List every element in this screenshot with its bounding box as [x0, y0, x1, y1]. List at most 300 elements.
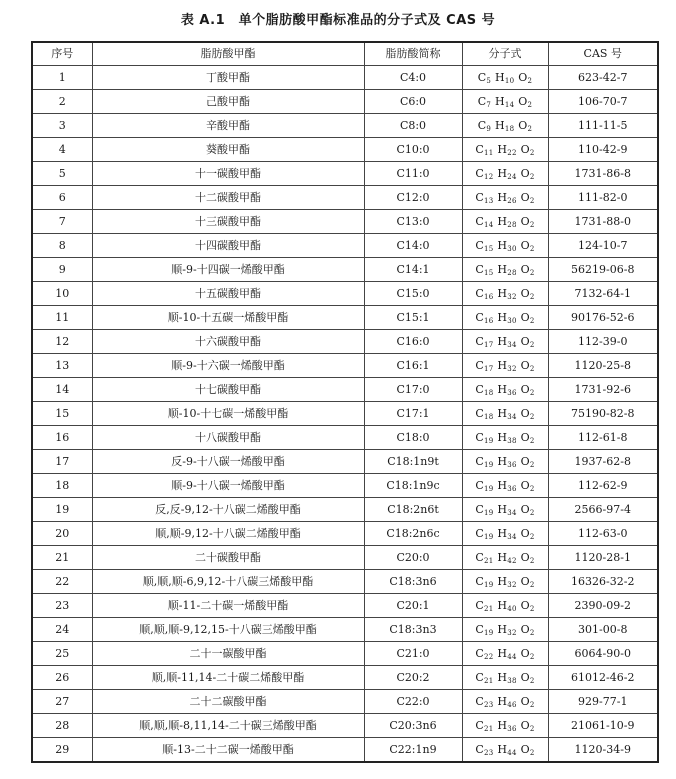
table-row	[32, 330, 658, 354]
row-cas: 1937-62-8	[548, 450, 658, 474]
row-formula	[462, 378, 548, 402]
row-index: 14	[32, 378, 92, 402]
formula-element: H	[497, 694, 508, 708]
row-abbreviation: C20:1	[364, 594, 462, 618]
table-row	[32, 162, 658, 186]
row-index: 1	[32, 66, 92, 90]
formula-count: 17	[484, 340, 494, 349]
table-row	[32, 210, 658, 234]
table-row	[32, 522, 658, 546]
formula-element: O	[520, 238, 530, 252]
row-formula	[462, 114, 548, 138]
row-index: 19	[32, 498, 92, 522]
header-abbreviation: 脂肪酸简称	[364, 42, 462, 66]
row-abbreviation: C12:0	[364, 186, 462, 210]
formula-element: C	[475, 310, 485, 324]
formula-element: C	[475, 526, 485, 540]
row-abbreviation: C13:0	[364, 210, 462, 234]
formula-element: O	[520, 334, 530, 348]
header-ester-name: 脂肪酸甲酯	[92, 42, 364, 66]
formula-count: 11	[484, 148, 494, 157]
row-ester-name: 十四碳酸甲酯	[92, 234, 364, 258]
formula-count: 2	[529, 220, 535, 229]
table-row	[32, 282, 658, 306]
row-ester-name: 葵酸甲酯	[92, 138, 364, 162]
formula-element: C	[475, 718, 485, 732]
formula-element: C	[475, 622, 485, 636]
fame-table	[31, 41, 659, 763]
formula-count: 46	[507, 700, 517, 709]
formula-element: H	[497, 598, 508, 612]
row-index: 26	[32, 666, 92, 690]
formula-element: O	[520, 262, 530, 276]
row-cas: 6064-90-0	[548, 642, 658, 666]
formula-element: C	[475, 670, 485, 684]
formula-element: C	[475, 382, 485, 396]
formula-element: C	[475, 406, 485, 420]
row-abbreviation: C6:0	[364, 90, 462, 114]
row-index: 4	[32, 138, 92, 162]
formula-element: O	[520, 550, 530, 564]
row-index: 11	[32, 306, 92, 330]
formula-count: 22	[507, 148, 517, 157]
formula-element: C	[475, 598, 485, 612]
formula-count: 2	[529, 700, 535, 709]
row-cas: 2390-09-2	[548, 594, 658, 618]
row-ester-name: 十二碳酸甲酯	[92, 186, 364, 210]
formula-count: 22	[484, 652, 494, 661]
formula-element: H	[497, 502, 508, 516]
formula-element: O	[520, 358, 530, 372]
table-row	[32, 546, 658, 570]
row-cas: 124-10-7	[548, 234, 658, 258]
formula-count: 30	[507, 316, 517, 325]
formula-count: 2	[529, 316, 535, 325]
formula-count: 42	[507, 556, 517, 565]
formula-element: H	[497, 334, 508, 348]
formula-count: 15	[484, 244, 494, 253]
formula-count: 19	[484, 436, 494, 445]
row-formula	[462, 138, 548, 162]
formula-element: O	[520, 214, 530, 228]
row-ester-name: 顺-11-二十碳一烯酸甲酯	[92, 594, 364, 618]
formula-count: 16	[484, 316, 494, 325]
formula-element: H	[497, 406, 508, 420]
row-index: 16	[32, 426, 92, 450]
formula-element: H	[497, 430, 508, 444]
formula-count: 36	[507, 484, 517, 493]
formula-element: C	[475, 262, 485, 276]
row-index: 18	[32, 474, 92, 498]
formula-count: 2	[529, 412, 535, 421]
formula-count: 17	[484, 364, 494, 373]
formula-count: 26	[507, 196, 517, 205]
row-formula	[462, 450, 548, 474]
formula-element: H	[497, 310, 508, 324]
formula-count: 2	[529, 724, 535, 733]
formula-element: C	[475, 502, 485, 516]
row-formula	[462, 258, 548, 282]
formula-count: 2	[529, 172, 535, 181]
row-abbreviation: C18:2n6c	[364, 522, 462, 546]
row-abbreviation: C18:1n9c	[364, 474, 462, 498]
row-ester-name: 十七碳酸甲酯	[92, 378, 364, 402]
row-ester-name: 顺-13-二十二碳一烯酸甲酯	[92, 738, 364, 763]
row-index: 27	[32, 690, 92, 714]
row-abbreviation: C18:3n6	[364, 570, 462, 594]
formula-count: 13	[484, 196, 494, 205]
formula-count: 18	[484, 412, 494, 421]
header-index: 序号	[32, 42, 92, 66]
row-formula	[462, 90, 548, 114]
row-index: 5	[32, 162, 92, 186]
row-ester-name: 顺,顺,顺-6,9,12-十八碳三烯酸甲酯	[92, 570, 364, 594]
row-abbreviation: C20:0	[364, 546, 462, 570]
table-row	[32, 306, 658, 330]
row-index: 10	[32, 282, 92, 306]
formula-count: 24	[507, 172, 517, 181]
formula-count: 2	[529, 268, 535, 277]
formula-element: H	[497, 190, 508, 204]
table-row	[32, 258, 658, 282]
formula-count: 19	[484, 460, 494, 469]
row-cas: 112-62-9	[548, 474, 658, 498]
row-abbreviation: C11:0	[364, 162, 462, 186]
formula-element: H	[497, 526, 508, 540]
formula-element: H	[497, 358, 508, 372]
formula-count: 19	[484, 628, 494, 637]
row-cas: 61012-46-2	[548, 666, 658, 690]
formula-element: H	[497, 286, 508, 300]
formula-element: H	[494, 70, 505, 84]
row-formula	[462, 354, 548, 378]
row-abbreviation: C21:0	[364, 642, 462, 666]
table-row	[32, 714, 658, 738]
formula-element: C	[475, 478, 485, 492]
row-cas: 111-82-0	[548, 186, 658, 210]
formula-element: H	[497, 382, 508, 396]
formula-count: 44	[507, 748, 517, 757]
formula-element: O	[520, 430, 530, 444]
formula-element: H	[497, 670, 508, 684]
formula-count: 38	[507, 436, 517, 445]
row-formula	[462, 162, 548, 186]
row-formula	[462, 210, 548, 234]
formula-element: C	[475, 430, 485, 444]
formula-count: 2	[529, 676, 535, 685]
row-formula	[462, 330, 548, 354]
row-abbreviation: C16:1	[364, 354, 462, 378]
table-row	[32, 378, 658, 402]
row-formula	[462, 402, 548, 426]
row-index: 8	[32, 234, 92, 258]
row-cas: 75190-82-8	[548, 402, 658, 426]
formula-element: H	[497, 742, 508, 756]
row-abbreviation: C15:0	[364, 282, 462, 306]
formula-element: O	[520, 190, 530, 204]
row-formula	[462, 714, 548, 738]
row-cas: 1120-34-9	[548, 738, 658, 763]
formula-element: O	[518, 118, 528, 132]
row-ester-name: 顺,顺,顺-9,12,15-十八碳三烯酸甲酯	[92, 618, 364, 642]
formula-count: 32	[507, 364, 517, 373]
row-abbreviation: C15:1	[364, 306, 462, 330]
formula-element: H	[497, 142, 508, 156]
row-cas: 90176-52-6	[548, 306, 658, 330]
row-ester-name: 二十二碳酸甲酯	[92, 690, 364, 714]
formula-count: 2	[529, 388, 535, 397]
row-cas: 111-11-5	[548, 114, 658, 138]
table-row	[32, 114, 658, 138]
formula-count: 16	[484, 292, 494, 301]
formula-element: C	[475, 742, 485, 756]
formula-count: 12	[484, 172, 494, 181]
table-row	[32, 234, 658, 258]
row-abbreviation: C14:1	[364, 258, 462, 282]
row-abbreviation: C18:3n3	[364, 618, 462, 642]
row-index: 22	[32, 570, 92, 594]
table-row	[32, 618, 658, 642]
row-index: 2	[32, 90, 92, 114]
row-ester-name: 十三碳酸甲酯	[92, 210, 364, 234]
formula-element: H	[497, 478, 508, 492]
row-abbreviation: C18:2n6t	[364, 498, 462, 522]
table-row	[32, 138, 658, 162]
formula-element: H	[497, 166, 508, 180]
row-formula	[462, 282, 548, 306]
table-row	[32, 66, 658, 90]
formula-element: O	[518, 94, 528, 108]
row-index: 21	[32, 546, 92, 570]
formula-count: 5	[486, 76, 492, 85]
formula-count: 2	[529, 148, 535, 157]
formula-count: 2	[527, 100, 533, 109]
row-cas: 112-63-0	[548, 522, 658, 546]
row-cas: 301-00-8	[548, 618, 658, 642]
formula-count: 40	[507, 604, 517, 613]
formula-count: 2	[529, 292, 535, 301]
formula-element: H	[497, 646, 508, 660]
row-ester-name: 反,反-9,12-十八碳二烯酸甲酯	[92, 498, 364, 522]
formula-element: H	[497, 214, 508, 228]
row-ester-name: 十五碳酸甲酯	[92, 282, 364, 306]
formula-count: 34	[507, 412, 517, 421]
formula-count: 30	[507, 244, 517, 253]
table-row	[32, 570, 658, 594]
header-cas: CAS 号	[548, 42, 658, 66]
row-formula	[462, 570, 548, 594]
row-abbreviation: C16:0	[364, 330, 462, 354]
formula-element: C	[475, 214, 485, 228]
row-abbreviation: C22:0	[364, 690, 462, 714]
row-formula	[462, 690, 548, 714]
row-cas: 1731-92-6	[548, 378, 658, 402]
formula-element: O	[520, 406, 530, 420]
row-ester-name: 顺,顺-9,12-十八碳二烯酸甲酯	[92, 522, 364, 546]
table-row	[32, 498, 658, 522]
row-ester-name: 顺-9-十六碳一烯酸甲酯	[92, 354, 364, 378]
formula-count: 2	[529, 508, 535, 517]
formula-count: 2	[529, 652, 535, 661]
row-abbreviation: C18:1n9t	[364, 450, 462, 474]
formula-element: O	[520, 646, 530, 660]
formula-element: C	[475, 550, 485, 564]
row-abbreviation: C22:1n9	[364, 738, 462, 763]
formula-count: 34	[507, 508, 517, 517]
row-ester-name: 顺-9-十四碳一烯酸甲酯	[92, 258, 364, 282]
formula-element: H	[497, 574, 508, 588]
row-formula	[462, 186, 548, 210]
row-index: 20	[32, 522, 92, 546]
formula-count: 2	[527, 124, 533, 133]
formula-element: C	[475, 574, 485, 588]
formula-element: O	[520, 718, 530, 732]
table-body	[32, 66, 658, 763]
formula-element: O	[520, 526, 530, 540]
formula-count: 44	[507, 652, 517, 661]
row-formula	[462, 666, 548, 690]
formula-element: H	[497, 622, 508, 636]
table-caption: 表 A.1 单个脂肪酸甲酯标准品的分子式及 CAS 号	[180, 13, 496, 28]
row-index: 17	[32, 450, 92, 474]
row-index: 15	[32, 402, 92, 426]
formula-element: C	[475, 238, 485, 252]
row-cas: 1731-86-8	[548, 162, 658, 186]
row-ester-name: 二十碳酸甲酯	[92, 546, 364, 570]
formula-count: 21	[484, 604, 494, 613]
row-abbreviation: C14:0	[364, 234, 462, 258]
formula-count: 23	[484, 748, 494, 757]
formula-count: 21	[484, 724, 494, 733]
row-index: 29	[32, 738, 92, 763]
table-row	[32, 594, 658, 618]
formula-count: 2	[529, 556, 535, 565]
formula-element: C	[475, 334, 485, 348]
row-cas: 929-77-1	[548, 690, 658, 714]
formula-element: O	[520, 286, 530, 300]
row-cas: 56219-06-8	[548, 258, 658, 282]
row-ester-name: 反-9-十八碳一烯酸甲酯	[92, 450, 364, 474]
formula-element: C	[477, 118, 487, 132]
formula-count: 36	[507, 388, 517, 397]
formula-element: C	[475, 358, 485, 372]
row-index: 9	[32, 258, 92, 282]
formula-count: 2	[527, 76, 533, 85]
row-ester-name: 顺-10-十七碳一烯酸甲酯	[92, 402, 364, 426]
formula-element: O	[520, 598, 530, 612]
formula-count: 21	[484, 676, 494, 685]
formula-count: 10	[504, 76, 515, 85]
formula-count: 2	[529, 364, 535, 373]
formula-count: 19	[484, 484, 494, 493]
row-formula	[462, 546, 548, 570]
formula-element: O	[520, 502, 530, 516]
row-index: 13	[32, 354, 92, 378]
formula-element: O	[518, 70, 528, 84]
formula-count: 19	[484, 508, 494, 517]
row-ester-name: 十一碳酸甲酯	[92, 162, 364, 186]
formula-count: 32	[507, 628, 517, 637]
row-formula	[462, 426, 548, 450]
row-ester-name: 顺-9-十八碳一烯酸甲酯	[92, 474, 364, 498]
formula-count: 32	[507, 292, 517, 301]
row-cas: 1731-88-0	[548, 210, 658, 234]
formula-count: 2	[529, 436, 535, 445]
table-row	[32, 402, 658, 426]
formula-element: O	[520, 142, 530, 156]
row-cas: 16326-32-2	[548, 570, 658, 594]
formula-count: 2	[529, 196, 535, 205]
formula-element: H	[494, 118, 505, 132]
row-index: 12	[32, 330, 92, 354]
row-cas: 1120-25-8	[548, 354, 658, 378]
formula-count: 2	[529, 604, 535, 613]
formula-element: C	[475, 142, 485, 156]
formula-count: 36	[507, 724, 517, 733]
row-formula	[462, 594, 548, 618]
formula-element: O	[520, 742, 530, 756]
formula-count: 15	[484, 268, 494, 277]
row-cas: 21061-10-9	[548, 714, 658, 738]
row-ester-name: 顺,顺,顺-8,11,14-二十碳三烯酸甲酯	[92, 714, 364, 738]
row-cas: 623-42-7	[548, 66, 658, 90]
formula-count: 21	[484, 556, 494, 565]
formula-count: 23	[484, 700, 494, 709]
row-ester-name: 十六碳酸甲酯	[92, 330, 364, 354]
table-header-row	[32, 42, 658, 66]
row-index: 24	[32, 618, 92, 642]
formula-count: 14	[484, 220, 494, 229]
formula-count: 19	[484, 580, 494, 589]
row-ester-name: 顺-10-十五碳一烯酸甲酯	[92, 306, 364, 330]
table-row	[32, 186, 658, 210]
formula-element: C	[475, 694, 485, 708]
row-index: 28	[32, 714, 92, 738]
formula-element: C	[475, 646, 485, 660]
row-formula	[462, 234, 548, 258]
row-index: 25	[32, 642, 92, 666]
formula-count: 2	[529, 532, 535, 541]
table-row	[32, 666, 658, 690]
row-abbreviation: C18:0	[364, 426, 462, 450]
formula-element: O	[520, 622, 530, 636]
row-cas: 1120-28-1	[548, 546, 658, 570]
table-row	[32, 642, 658, 666]
row-ester-name: 辛酸甲酯	[92, 114, 364, 138]
row-formula	[462, 738, 548, 763]
table-row	[32, 354, 658, 378]
formula-count: 32	[507, 580, 517, 589]
row-ester-name: 二十一碳酸甲酯	[92, 642, 364, 666]
formula-count: 18	[484, 388, 494, 397]
row-formula	[462, 642, 548, 666]
formula-element: H	[497, 718, 508, 732]
formula-element: H	[494, 94, 505, 108]
formula-count: 7	[486, 100, 492, 109]
row-formula	[462, 498, 548, 522]
formula-count: 2	[529, 340, 535, 349]
formula-element: O	[520, 454, 530, 468]
row-ester-name: 顺,顺-11,14-二十碳二烯酸甲酯	[92, 666, 364, 690]
row-index: 3	[32, 114, 92, 138]
row-ester-name: 己酸甲酯	[92, 90, 364, 114]
table-row	[32, 738, 658, 763]
formula-element: O	[520, 310, 530, 324]
formula-element: C	[475, 454, 485, 468]
header-formula: 分子式	[462, 42, 548, 66]
formula-count: 2	[529, 748, 535, 757]
row-formula	[462, 306, 548, 330]
